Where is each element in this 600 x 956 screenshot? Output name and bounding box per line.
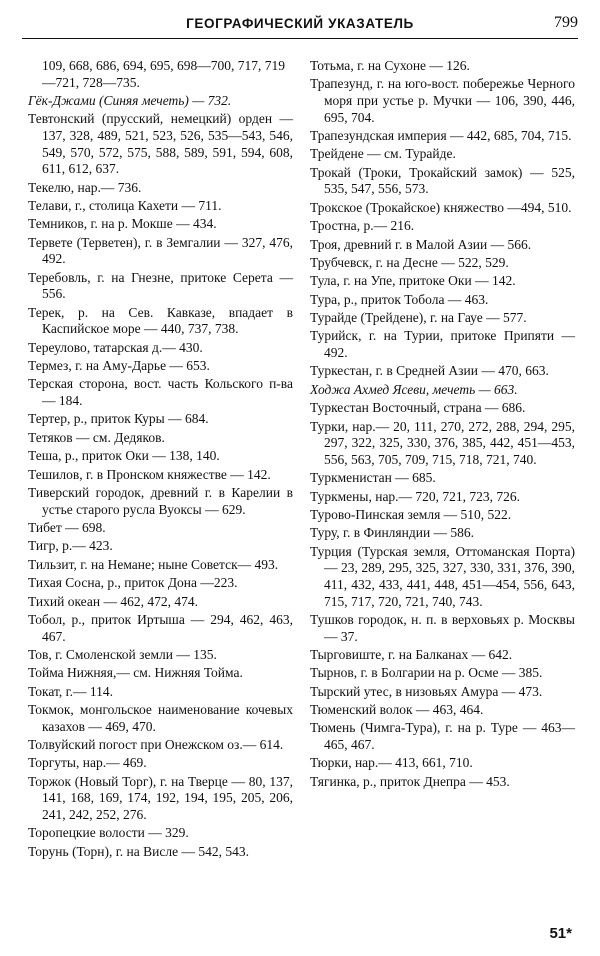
entry-references: , г. в Средней Азии — 470, 663. — [368, 363, 549, 379]
entry-references: (Троки, Трокайский замок) — 525, 535, 547, 556, 573. — [324, 164, 575, 197]
entry-references: , татарская д.— 430. — [86, 339, 203, 355]
entry-references: (Синяя мечеть) — 732. — [95, 92, 232, 108]
entry-references: , р., приток Днепра — 453. — [356, 773, 510, 789]
entry-name: Тюрки — [310, 755, 349, 771]
index-entry — [310, 507, 575, 524]
index-entry — [28, 702, 293, 735]
entry-references: , г. на Сухоне — 126. — [350, 58, 470, 73]
index-entry — [28, 647, 293, 664]
entry-name: Тихая Сосна — [28, 575, 101, 591]
entry-references: — 442, 685, 704, 715. — [446, 127, 572, 143]
index-entry — [310, 489, 575, 506]
entry-references: , г. на Турии, притоке Припяти — 492. — [324, 328, 575, 361]
entry-name: Туркменистан — [310, 470, 392, 486]
index-entry — [310, 218, 575, 235]
page-number: 799 — [554, 14, 578, 31]
index-entry — [310, 544, 575, 610]
entry-references: , г. на Аму-Дарье — 653. — [68, 358, 210, 374]
index-entry — [310, 273, 575, 290]
entry-name: Трокское — [310, 199, 363, 215]
entry-name: Терек — [28, 304, 62, 320]
entry-name: Туру — [310, 525, 337, 541]
entry-name: Термез — [28, 358, 69, 374]
entry-references: , г. на Десне — 522, 529. — [368, 254, 509, 270]
entry-name: Текелю — [28, 179, 71, 195]
entry-name: Темников — [28, 216, 84, 232]
entry-references: (Тервeтен), г. в Земгалии — 327, 476, 492. — [42, 234, 293, 267]
entry-references: (Новый Торг), г. на Тверце — 80, 137, 141, 168, 169, 174, 192, 194, 195, 205, 206, 241, 242, 252, 276. — [42, 773, 293, 823]
entry-references: , г. на р. Мокше — 434. — [83, 216, 217, 232]
index-entry — [28, 411, 293, 428]
entry-references: , древний г. в Карелии в устье старого русла Вуоксы — 629. — [42, 485, 293, 517]
index-entry — [28, 825, 293, 842]
entry-name: Тевтонский — [28, 111, 95, 127]
entry-references: , г. Смоленской земли — 135. — [48, 646, 217, 662]
index-entry — [310, 237, 575, 254]
entry-name: Трейдене — [310, 146, 364, 162]
entry-references: (прусский, немецкий) орден — 137, 328, 489, 521, 523, 526, 535—543, 546, 549, 570, 572, 575, 588, 589, 591, 594, 608, 611, 612, 637. — [42, 111, 293, 177]
entry-name: Трапезундская империя — [310, 127, 447, 143]
index-entry — [310, 255, 575, 272]
entry-references: , г. в Финляндии — 586. — [336, 525, 475, 541]
entry-name: Тервете — [28, 234, 73, 250]
entry-references: — 329. — [144, 825, 189, 841]
index-entry — [310, 647, 575, 664]
entry-name: Толвуйский погост — [28, 737, 137, 753]
index-entry — [28, 376, 293, 409]
entry-references: , р., приток Дона —223. — [100, 575, 238, 591]
entry-name: Туркмены — [310, 488, 369, 504]
entry-name: Тетяков — [28, 429, 73, 445]
entry-name: Турийск — [310, 328, 359, 344]
entry-name: Туркестан — [310, 363, 369, 379]
header-rule — [22, 38, 578, 39]
index-entry — [28, 358, 293, 375]
entry-references: ,— см. Нижняя Тойма. — [112, 665, 243, 681]
entry-name: Теша — [28, 448, 59, 464]
index-entry — [28, 430, 293, 447]
index-entry — [28, 448, 293, 465]
index-entry — [310, 774, 575, 791]
entry-name: Турово-Пинская — [310, 506, 405, 522]
index-entry — [28, 111, 293, 177]
index-entry — [310, 165, 575, 198]
index-entry — [28, 557, 293, 574]
index-entry — [310, 363, 575, 380]
entry-name: Токат — [28, 683, 59, 699]
entry-name: Торжок — [28, 773, 72, 789]
entry-name: Тильзит — [28, 556, 74, 572]
index-entry — [28, 665, 293, 682]
entry-references: , нар.— 469. — [76, 755, 147, 771]
entry-references: , мечеть — 663. — [425, 381, 518, 397]
entry-references: , нар.— 736. — [70, 179, 142, 195]
entry-name: Тихий океан — [28, 593, 101, 609]
entry-name: Терская сторона — [28, 376, 125, 392]
index-entry — [28, 485, 293, 518]
entry-references: , р.— 423. — [55, 538, 113, 554]
entry-references: , вост. часть Кольского п-ва — 184. — [42, 376, 293, 409]
entry-name: Тюмень — [310, 720, 356, 736]
index-entry — [28, 340, 293, 357]
index-entry — [310, 665, 575, 682]
entry-name: Торунь — [28, 843, 69, 859]
entry-name: Тула — [310, 273, 337, 289]
entry-references: (Чимга-Тура), г. на р. Туре — 463—465, 467. — [324, 720, 575, 753]
entry-name: Тиверский городок — [28, 485, 141, 500]
entry-references: (Торн), г. на Висле — 542, 543. — [68, 843, 249, 859]
index-entry — [28, 93, 293, 110]
index-entry — [28, 216, 293, 233]
entry-references: , древний г. в Малой Азии — 566. — [337, 236, 532, 252]
index-entry — [310, 525, 575, 542]
entry-references: , нар.— 720, 721, 723, 726. — [368, 488, 521, 504]
index-entry — [28, 774, 293, 824]
entry-references: при Онежском оз.— 614. — [136, 737, 284, 753]
index-entry — [310, 400, 575, 417]
index-entry — [28, 684, 293, 701]
entry-references: , г. на Немане; ныне Советск— 493. — [73, 556, 279, 572]
entry-references: , г. на Балканах — 642. — [381, 646, 513, 662]
entry-references: — 463, 464. — [412, 702, 484, 718]
index-entry — [310, 720, 575, 753]
entry-references: , в низовьях Амура — 473. — [388, 683, 543, 699]
running-header — [22, 10, 578, 38]
entry-references: , р., приток Тобола — 463. — [337, 291, 489, 307]
entry-references: , г. на Упе, притоке Оки — 142. — [336, 273, 516, 289]
entry-name: Троя — [310, 236, 338, 252]
index-entry — [310, 612, 575, 645]
entry-references: , г. в Болгарии на р. Осме — 385. — [353, 665, 543, 681]
entry-references: , нар.— 413, 661, 710. — [348, 755, 473, 771]
entry-name: Тибет — [28, 519, 62, 535]
left-column — [28, 58, 293, 862]
index-entry — [310, 58, 575, 75]
index-entry — [28, 180, 293, 197]
index-entry — [310, 382, 575, 399]
entry-name: Тов — [28, 646, 49, 662]
entry-references: , г. на Гнезне, притоке Серета — 556. — [42, 269, 293, 302]
entry-references: — 462, 472, 474. — [100, 593, 198, 609]
entry-references: , р. на Сев. Кавказе, впадает в Каспийское море — 440, 737, 738. — [42, 304, 293, 337]
entry-name: Трокай — [310, 164, 351, 180]
entry-references: , г., столица Кахети — 711. — [68, 197, 222, 213]
index-entry — [28, 612, 293, 645]
index-entry — [28, 844, 293, 861]
entry-references: (Трокайское) княжество —494, 510. — [362, 199, 572, 215]
entry-name: Торопецкие волости — [28, 825, 145, 841]
entry-name: Тертер — [28, 411, 67, 427]
entry-name: Торгуты — [28, 755, 76, 771]
index-entry — [310, 146, 575, 163]
entry-name: Тойма Нижняя — [28, 665, 113, 681]
entry-references: — см. Турайде. — [363, 146, 456, 162]
index-entry — [310, 684, 575, 701]
continued-entry: 109, 668, 686, 694, 695, 698—700, 717, 719—721, 728—735. — [42, 58, 285, 90]
entry-name: Тигр — [28, 538, 56, 554]
entry-references: (Турская земля, Оттоманская Порта) — 23, 289, 295, 325, 327, 330, 331, 376, 390, 411, 432, 433, 441, 448, 451—454, 556, 643, 715, 717, 720, 721, 740, 743. — [324, 543, 575, 609]
entry-name: Тушков городок — [310, 611, 404, 627]
index-entry — [28, 235, 293, 268]
index-entry — [310, 128, 575, 145]
index-entry — [28, 538, 293, 555]
index-entry — [310, 470, 575, 487]
index-entry — [28, 737, 293, 754]
right-column — [310, 58, 575, 792]
index-entry — [310, 310, 575, 327]
index-entry — [310, 328, 575, 361]
index-entry — [28, 305, 293, 338]
entry-name: Турки — [310, 418, 345, 434]
index-entry — [28, 198, 293, 215]
index-entry — [28, 467, 293, 484]
entry-name: Токмок — [28, 702, 71, 718]
index-entry — [310, 76, 575, 126]
entry-name: Тырговиште — [310, 646, 382, 662]
entry-references: , г. в Пронском княжестве — 142. — [79, 466, 271, 482]
entry-name: Тура — [310, 291, 338, 307]
index-entry — [310, 702, 575, 719]
header-title: ГЕОГРАФИЧЕСКИЙ УКАЗАТЕЛЬ — [186, 16, 414, 31]
entry-name: Тягинка — [310, 773, 357, 789]
entry-name: Тереулово — [28, 339, 87, 355]
entry-name: Тобол — [28, 611, 63, 627]
entry-name: Турайде — [310, 310, 358, 326]
entry-references: земля — 510, 522. — [404, 506, 512, 522]
entry-references: , р., приток Оки — 138, 140. — [58, 448, 220, 464]
index-entry — [310, 419, 575, 469]
entry-name: Турция — [310, 543, 352, 559]
entry-references: , р., приток Куры — 684. — [66, 411, 209, 427]
index-entry — [28, 755, 293, 772]
entry-name: Тырнов — [310, 665, 354, 681]
entry-name: Тырский утес — [310, 683, 389, 699]
entry-references: , страна — 686. — [436, 400, 526, 416]
entry-name: Тюменский волок — [310, 702, 413, 718]
entry-references: — 685. — [391, 470, 436, 486]
entry-references: , нар.— 20, 111, 270, 272, 288, 294, 295, 297, 322, 325, 330, 376, 385, 442, 451—453, 556, 563, 705, 709, 715, 718, 721, 740. — [324, 418, 575, 467]
entry-name: Тростна — [310, 218, 357, 234]
entry-name: Туркестан Восточный — [310, 400, 437, 416]
index-entry — [310, 755, 575, 772]
entry-name: Гёк-Джами — [28, 92, 96, 108]
entry-references: (Трейдене), г. на Гауе — 577. — [357, 310, 527, 326]
entry-name: Тешилов — [28, 466, 80, 482]
entry-name: Ходжа Ахмед Ясеви — [310, 381, 426, 397]
entry-references: , г. на юго-вост. побережье Черного моря при устье р. Мучки — 106, 390, 446, 695, 704. — [324, 76, 575, 125]
index-entry — [28, 270, 293, 303]
entry-name: Трубчевск — [310, 254, 369, 270]
entry-name: Теребовль — [28, 269, 88, 285]
signature-mark: 51* — [549, 925, 572, 942]
entry-references: — 698. — [61, 519, 106, 535]
index-entry — [28, 520, 293, 537]
entry-references: , г.— 114. — [58, 683, 114, 699]
entry-references: , р.— 216. — [356, 218, 415, 234]
index-entry — [28, 594, 293, 611]
index-entry — [310, 292, 575, 309]
entry-name: Тотьма — [310, 58, 351, 73]
entry-references: , монгольское наименование кочевых казахов — 469, 470. — [42, 702, 293, 734]
entry-name: Телави — [28, 197, 69, 213]
entry-references: , н. п. в верховьях р. Москвы — 37. — [324, 611, 575, 644]
index-entry — [310, 200, 575, 217]
entry-references: , р., приток Иртыша — 294, 462, 463, 467. — [42, 611, 293, 644]
index-entry — [28, 575, 293, 592]
entry-name: Трапезунд — [310, 76, 370, 92]
entry-references: — см. Дедяков. — [72, 429, 165, 445]
